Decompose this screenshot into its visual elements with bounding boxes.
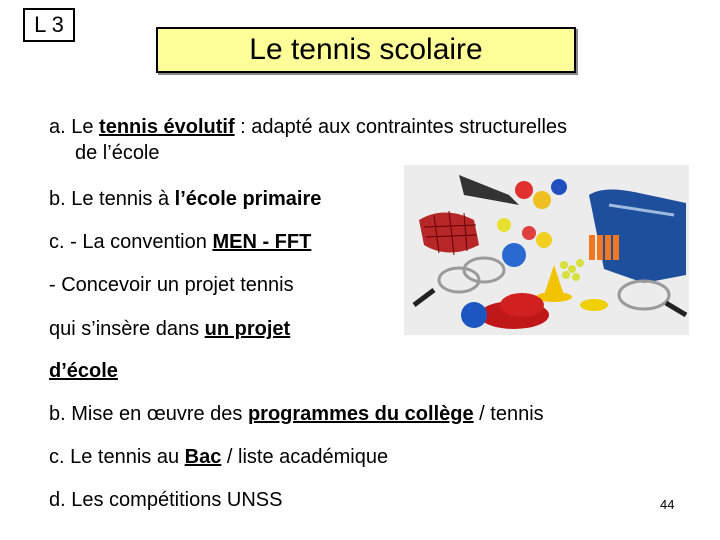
item-e	[49, 316, 290, 342]
item-a-prefix: a. Le	[49, 116, 100, 138]
item-c1	[49, 229, 311, 255]
page-number: 44	[660, 497, 675, 512]
slide-label: L 3	[23, 8, 75, 42]
item-c2-emphasis: Bac	[184, 446, 222, 468]
item-f-emphasis: d’école	[49, 360, 118, 382]
item-a-line2: de l’école	[75, 142, 160, 164]
item-a-emphasis: tennis évolutif	[99, 116, 235, 138]
item-b1	[49, 186, 321, 212]
item-b2-prefix: b. Mise en œuvre des	[49, 403, 248, 425]
item-b2-rest: / tennis	[473, 403, 544, 425]
item-c1-emphasis: MEN - FFT	[212, 231, 312, 253]
item-e-prefix: qui s’insère dans	[49, 318, 205, 340]
tennis-equipment-illustration	[404, 165, 689, 335]
item-b1-prefix: b. Le tennis à	[49, 188, 175, 210]
item-a-rest: : adapté aux contraintes structurelles	[234, 116, 568, 138]
item-b2	[49, 401, 544, 427]
item-d: - Concevoir un projet tennis	[49, 274, 294, 296]
slide-title	[156, 27, 576, 73]
item-b1-emphasis: l’école primaire	[174, 188, 322, 210]
item-c2	[49, 444, 388, 470]
tennis-equipment-photo	[404, 165, 689, 335]
item-d2: d. Les compétitions UNSS	[49, 489, 283, 511]
item-e-emphasis: un projet	[204, 318, 291, 340]
item-a	[49, 114, 567, 140]
item-f	[49, 358, 118, 384]
item-c1-prefix: c. - La convention	[49, 231, 213, 253]
slide-title-text: Le tennis scolaire	[249, 33, 483, 66]
item-c2-prefix: c. Le tennis au	[49, 446, 185, 468]
item-c2-rest: / liste académique	[221, 446, 389, 468]
item-b2-emphasis: programmes du collège	[247, 403, 474, 425]
